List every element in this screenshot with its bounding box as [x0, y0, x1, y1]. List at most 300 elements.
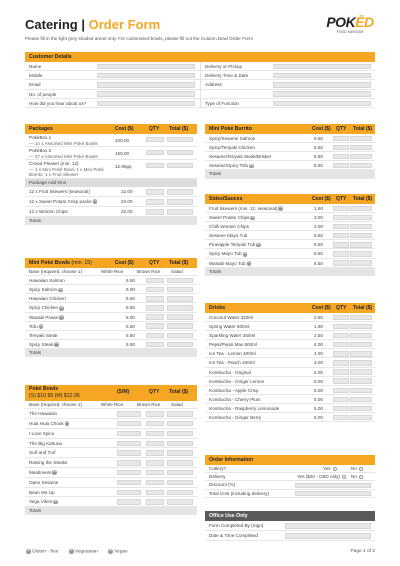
qty-input[interactable] — [146, 296, 164, 301]
qty-input[interactable] — [146, 411, 164, 416]
item-name: Hawaiian Chicken — [29, 296, 66, 302]
total-input[interactable] — [167, 480, 193, 485]
size-input[interactable] — [117, 460, 141, 465]
qty-input[interactable] — [333, 163, 349, 168]
total-input[interactable] — [167, 150, 193, 155]
item-name: Wasabi Mayo Tub — [209, 260, 246, 266]
package-cost: 150.00 — [115, 151, 130, 156]
delivery-yes-option[interactable]: Yes ($20 - CBD only) — [297, 473, 346, 481]
field-label: Delivery Time & Date — [205, 73, 249, 79]
side-row — [205, 240, 375, 249]
item-name: Spicy Steak — [29, 341, 54, 347]
total-input[interactable] — [167, 490, 193, 495]
discount-field[interactable] — [295, 483, 371, 488]
poked-logo: POKĒD FOOD KAROOM — [326, 14, 374, 34]
total-input[interactable] — [350, 163, 372, 168]
base-choice-row: Base (required, choose 1) White Rice Brown Rice Salad — [25, 268, 197, 276]
gluten-free-icon: GF — [256, 242, 261, 246]
item-name: Ice Tea - Lemon 400ml — [209, 351, 256, 357]
size-input[interactable] — [117, 470, 141, 475]
item-cost: 6.50 — [126, 278, 135, 284]
side-row — [205, 249, 375, 258]
delivery-row: Delivery Yes ($20 - CBD only) No — [205, 473, 375, 481]
item-cost: 5.00 — [314, 415, 323, 421]
item-cost: 6.00 — [126, 314, 135, 320]
total-input[interactable] — [167, 470, 193, 475]
qty-input[interactable] — [333, 251, 349, 256]
totals-row: Totals — [205, 268, 375, 276]
customer-input[interactable] — [273, 101, 371, 106]
customer-details-section — [25, 52, 375, 108]
item-name: Fruit Skewers (min. 12, seasonal) — [209, 206, 278, 211]
side-row — [205, 204, 375, 213]
total-input[interactable] — [350, 333, 372, 338]
item-name: Kombucha - Cherry Plum — [209, 396, 261, 402]
item-name: Raising the Steaks — [29, 460, 68, 466]
poke-bowl-row — [25, 478, 197, 488]
qty-input[interactable] — [333, 333, 349, 338]
total-input[interactable] — [167, 199, 193, 204]
drink-row — [205, 349, 375, 358]
total-input[interactable] — [167, 333, 193, 338]
poke-bowl-row — [25, 468, 197, 478]
customer-field-row — [201, 90, 375, 99]
base-option[interactable]: Salad — [171, 402, 183, 407]
item-cost: 5.50 — [126, 341, 135, 347]
drink-row — [205, 340, 375, 349]
addon-row — [25, 187, 197, 197]
item-name: Spicy Mayo Tub — [209, 251, 242, 257]
addon-name: 12 x Fruit Skewers (seasonal) — [29, 189, 90, 194]
qty-input[interactable] — [146, 333, 164, 338]
field-label: Delivery or Pickup — [205, 64, 243, 69]
total-input[interactable] — [167, 431, 193, 436]
qty-input[interactable] — [333, 406, 349, 411]
customer-input[interactable] — [97, 91, 195, 96]
total-input[interactable] — [167, 342, 193, 347]
mini-bowl-row — [25, 313, 197, 322]
radio-icon — [359, 467, 363, 471]
qty-input[interactable] — [146, 431, 164, 436]
field-label: Address — [205, 82, 222, 88]
mini-bowl-row — [25, 303, 197, 312]
qty-input[interactable] — [146, 199, 164, 204]
field-label: How did you hear about us? — [29, 100, 87, 106]
qty-input[interactable] — [333, 342, 349, 347]
qty-input[interactable] — [146, 163, 164, 168]
total-input[interactable] — [350, 415, 372, 420]
total-input[interactable] — [167, 287, 193, 292]
qty-input[interactable] — [333, 154, 349, 159]
side-row — [205, 213, 375, 222]
qty-input[interactable] — [333, 215, 349, 220]
qty-input[interactable] — [146, 305, 164, 310]
drink-row — [205, 404, 375, 413]
item-cost: 5.50 — [126, 332, 135, 338]
qty-input[interactable] — [146, 480, 164, 485]
customer-input[interactable] — [97, 82, 195, 87]
qty-input[interactable] — [146, 499, 164, 504]
qty-input[interactable] — [146, 189, 164, 194]
drink-row — [205, 358, 375, 367]
size-input[interactable] — [117, 421, 141, 426]
item-name: Pineapple Teriyaki Tub — [209, 242, 256, 248]
addon-cost: 22.00 — [121, 209, 133, 214]
qty-input[interactable] — [333, 378, 349, 383]
total-input[interactable] — [350, 378, 372, 383]
drink-row — [205, 377, 375, 386]
mini-bowl-row — [25, 276, 197, 285]
package-cost: 12.95pp — [115, 164, 132, 169]
total-cost-field[interactable] — [295, 491, 371, 496]
item-name: Surf and Turf — [29, 450, 56, 456]
gluten-free-icon: GF — [58, 287, 63, 291]
package-row — [25, 147, 197, 160]
total-input[interactable] — [350, 215, 372, 220]
item-cost: 6.50 — [314, 233, 323, 239]
customer-input[interactable] — [273, 73, 371, 78]
item-cost: 2.00 — [314, 224, 323, 230]
side-row — [205, 222, 375, 231]
qty-input[interactable] — [333, 242, 349, 247]
qty-input[interactable] — [146, 450, 164, 455]
qty-input[interactable] — [333, 315, 349, 320]
total-input[interactable] — [350, 342, 372, 347]
qty-input[interactable] — [146, 470, 164, 475]
customer-field-row — [201, 80, 375, 89]
totals-row: Totals — [25, 507, 197, 515]
item-cost: 5.00 — [314, 369, 323, 375]
customer-field-row — [201, 62, 375, 71]
vegetarian-icon: V — [70, 549, 73, 552]
item-cost: 4.00 — [314, 360, 323, 366]
size-input[interactable] — [117, 480, 141, 485]
qty-input[interactable] — [333, 224, 349, 229]
size-input[interactable] — [117, 499, 141, 504]
qty-input[interactable] — [333, 260, 349, 265]
item-cost: 5.00 — [314, 405, 323, 411]
size-input[interactable] — [117, 450, 141, 455]
item-name: Ice Tea - Peach 400ml — [209, 360, 255, 366]
customer-input[interactable] — [273, 64, 371, 69]
total-input[interactable] — [350, 233, 372, 238]
item-cost: 6.50 — [314, 242, 323, 248]
item-name: Spring Water 600ml — [209, 324, 250, 330]
item-cost: 1.90 — [314, 206, 323, 211]
poke-bowl-row — [25, 497, 197, 507]
total-input[interactable] — [167, 450, 193, 455]
cutlery-no-option[interactable]: No — [351, 465, 363, 473]
total-input[interactable] — [350, 224, 372, 229]
item-name: Sesame Mayo Tub — [209, 233, 248, 239]
drink-row — [205, 331, 375, 340]
customer-field-row — [25, 71, 200, 80]
item-name: Kombucha - Raspberry Lemonade — [209, 405, 280, 411]
gluten-free-icon: GF — [59, 305, 64, 309]
total-input[interactable] — [167, 163, 193, 168]
office-label: Form Completed By (Sign) — [209, 523, 264, 528]
total-input[interactable] — [350, 145, 372, 150]
gluten-free-icon: GF — [39, 324, 43, 328]
item-name: Vega Vibes — [29, 499, 53, 505]
customer-input[interactable] — [97, 73, 195, 78]
item-name: Spicy Salmon — [29, 287, 58, 293]
office-row — [205, 531, 375, 541]
poke-bowl-row — [25, 439, 197, 449]
item-cost: 5.50 — [314, 163, 323, 169]
item-name: Kombucha - Apple Crisp — [209, 387, 259, 393]
item-name: Hawaiian Salmon — [29, 278, 65, 284]
page-number: Page 1 of 2 — [350, 549, 375, 554]
office-input[interactable] — [285, 523, 371, 528]
total-input[interactable] — [350, 369, 372, 374]
total-input[interactable] — [167, 278, 193, 283]
qty-input[interactable] — [333, 351, 349, 356]
poke-bowl-row — [25, 458, 197, 468]
item-name: Chilli Wonton Chips — [209, 224, 250, 230]
item-cost: 3.00 — [314, 215, 323, 221]
page-header — [25, 14, 375, 50]
field-label: Mobile — [29, 73, 43, 79]
qty-input[interactable] — [146, 209, 164, 214]
item-cost: 6.50 — [314, 251, 323, 257]
package-description: — 14 x Assorted Mini Poké Bowls — [29, 140, 98, 146]
gluten-free-icon: GF — [65, 421, 69, 425]
section-header: Sides/Sauces Cost ($) QTY Total ($) — [205, 194, 375, 204]
drink-row — [205, 386, 375, 395]
section-header: Customer Details — [25, 52, 375, 62]
total-input[interactable] — [167, 137, 193, 142]
item-cost: 5.00 — [314, 378, 323, 384]
qty-input[interactable] — [146, 150, 164, 155]
size-input[interactable] — [117, 490, 141, 495]
qty-input[interactable] — [146, 314, 164, 319]
base-option[interactable]: Salad — [171, 269, 183, 274]
section-header: Mini Poké Burrito Cost ($) QTY Total ($) — [205, 124, 375, 134]
poke-bowls-section — [25, 385, 197, 515]
customer-field-row — [25, 99, 200, 108]
item-name: Open Sesame — [29, 479, 59, 485]
size-input[interactable] — [117, 411, 141, 416]
qty-input[interactable] — [146, 460, 164, 465]
item-cost: 5.50 — [314, 145, 323, 151]
total-input[interactable] — [350, 315, 372, 320]
total-cost-row: Total Cost (including delivery) — [205, 490, 375, 498]
item-name: Kombucha - Ginger Berry — [209, 415, 262, 421]
item-cost: 5.50 — [126, 305, 135, 311]
total-input[interactable] — [167, 460, 193, 465]
base-option[interactable]: Brown Rice — [137, 269, 161, 274]
total-input[interactable] — [350, 351, 372, 356]
customer-input[interactable] — [273, 91, 371, 96]
drink-row — [205, 322, 375, 331]
item-cost: 5.50 — [314, 136, 323, 141]
customer-field-row — [201, 71, 375, 80]
item-cost: 2.50 — [314, 333, 323, 339]
gluten-free-icon: GF — [26, 549, 31, 552]
qty-input[interactable] — [146, 278, 164, 283]
total-input[interactable] — [350, 136, 372, 141]
package-row — [25, 160, 197, 179]
delivery-no-option[interactable]: No — [351, 473, 363, 481]
office-input[interactable] — [285, 533, 371, 538]
total-input[interactable] — [167, 499, 193, 504]
total-input[interactable] — [167, 314, 193, 319]
total-input[interactable] — [350, 360, 372, 365]
package-name: Crowd Pleaser (min. 12) — [29, 161, 79, 166]
item-cost: 4.00 — [314, 342, 323, 348]
drinks-section — [205, 303, 375, 422]
total-input[interactable] — [167, 189, 193, 194]
total-input[interactable] — [350, 406, 372, 411]
sides-sauces-section — [205, 194, 375, 276]
gluten-free-icon: GF — [93, 199, 97, 203]
size-input[interactable] — [117, 431, 141, 436]
legend-vegan: VG Vegan — [108, 549, 128, 555]
item-cost: 5.00 — [314, 396, 323, 402]
total-input[interactable] — [167, 209, 193, 214]
mini-bowl-row — [25, 331, 197, 340]
qty-input[interactable] — [333, 388, 349, 393]
total-input[interactable] — [167, 441, 193, 446]
item-name: Wasabi Prawn — [29, 314, 59, 320]
qty-input[interactable] — [333, 369, 349, 374]
total-input[interactable] — [350, 388, 372, 393]
radio-icon — [333, 467, 337, 471]
qty-input[interactable] — [333, 233, 349, 238]
qty-input[interactable] — [333, 136, 349, 141]
total-input[interactable] — [350, 251, 372, 256]
item-name: Kombucha - Original — [209, 369, 251, 375]
burrito-row — [205, 134, 375, 143]
addons-label: Package Add-Ons — [25, 179, 197, 187]
vegan-icon: VG — [108, 549, 113, 552]
package-cost: 100.00 — [115, 138, 130, 143]
total-input[interactable] — [350, 154, 372, 159]
addon-name: 12 x Sweet Potato Crisp packs — [29, 199, 92, 204]
order-information-section — [205, 455, 375, 498]
item-name: Hula Hula Chook — [29, 420, 64, 426]
item-cost: 1.90 — [314, 324, 323, 330]
drink-row — [205, 395, 375, 404]
addon-cost: 22.00 — [121, 199, 133, 204]
base-option[interactable]: White Rice — [101, 269, 124, 274]
radio-icon — [359, 475, 363, 479]
poke-bowl-row — [25, 409, 197, 419]
section-header: Office Use Only — [205, 511, 375, 521]
drink-row — [205, 313, 375, 322]
qty-input[interactable] — [146, 323, 164, 328]
gluten-free-icon: GF — [247, 261, 251, 265]
cutlery-yes-option[interactable]: Yes — [323, 465, 337, 473]
qty-input[interactable] — [333, 360, 349, 365]
base-option[interactable]: Brown Rice — [137, 402, 161, 407]
qty-input[interactable] — [146, 490, 164, 495]
item-name: Sparkling Water 250ml — [209, 333, 256, 339]
page-title: Catering | Order Form — [25, 17, 161, 32]
base-option[interactable]: White Rice — [101, 402, 124, 407]
section-header: Drinks Cost ($) QTY Total ($) — [205, 303, 375, 313]
customer-field-row — [25, 62, 200, 71]
item-cost: 4.00 — [314, 351, 323, 357]
total-input[interactable] — [167, 323, 193, 328]
field-label: No. of people — [29, 91, 57, 97]
total-input[interactable] — [167, 296, 193, 301]
gluten-free-icon: GF — [243, 251, 247, 255]
addon-name: 12 x Wonton Chips — [29, 209, 68, 214]
customer-input[interactable] — [97, 101, 195, 106]
total-input[interactable] — [350, 397, 372, 402]
qty-input[interactable] — [333, 324, 349, 329]
item-name: Pepsi/Pepsi Max 600ml — [209, 342, 258, 348]
size-input[interactable] — [117, 441, 141, 446]
item-cost: 5.50 — [314, 154, 323, 160]
burrito-row — [205, 152, 375, 161]
cutlery-row: Cutlery? Yes No — [205, 465, 375, 473]
office-row — [205, 521, 375, 531]
qty-input[interactable] — [146, 287, 164, 292]
discount-row: Discount (%) — [205, 481, 375, 489]
section-header: Poké Bowls (S) $10.95 (M) $12.95 (S/M) QTY Total ($) — [25, 385, 197, 401]
item-cost: 2.50 — [314, 315, 323, 320]
qty-input[interactable] — [146, 342, 164, 347]
addon-cost: 22.00 — [121, 189, 133, 194]
total-input[interactable] — [167, 305, 193, 310]
mini-bowl-row — [25, 340, 197, 349]
item-cost: 6.00 — [126, 287, 135, 293]
customer-field-row — [25, 90, 200, 99]
mini-bowl-row — [25, 322, 197, 331]
qty-input[interactable] — [146, 421, 164, 426]
qty-input[interactable] — [333, 415, 349, 420]
field-label: Email — [29, 82, 41, 88]
qty-input[interactable] — [146, 441, 164, 446]
customer-input[interactable] — [273, 82, 371, 87]
total-input[interactable] — [350, 242, 372, 247]
section-header: Order Information — [205, 455, 375, 465]
qty-input[interactable] — [333, 206, 349, 211]
office-label: Date & Time Completed — [209, 533, 258, 538]
mini-poke-burrito-section — [205, 124, 375, 179]
side-row — [205, 231, 375, 240]
total-input[interactable] — [350, 206, 372, 211]
item-name: Sesame/Spicy Tofu — [209, 163, 249, 169]
qty-input[interactable] — [333, 145, 349, 150]
total-input[interactable] — [350, 324, 372, 329]
total-input[interactable] — [167, 421, 193, 426]
burrito-row — [205, 143, 375, 152]
addon-row — [25, 197, 197, 207]
package-description: — 1 x Mini Poké Bowl, 1 x Mini Poké Burrito, 1 x Fruit Skewer — [29, 166, 104, 178]
item-name: Spicy/Teriyaki Chicken — [209, 145, 255, 151]
package-name: PokéBox 1 — [29, 135, 52, 140]
item-name: Coconut Water 320ml — [209, 315, 254, 320]
total-input[interactable] — [350, 260, 372, 265]
qty-input[interactable] — [333, 397, 349, 402]
qty-input[interactable] — [146, 137, 164, 142]
total-input[interactable] — [167, 411, 193, 416]
item-name: Spicy Chicken — [29, 305, 59, 311]
item-name: Bean Me Up — [29, 489, 55, 495]
item-name: Kombucha - Ginger Lemon — [209, 378, 265, 384]
instructions-text: Please fill in the light grey shaded areas only. For customised bowls, please fill out the Custom Bowl Order Form — [25, 36, 253, 41]
item-name: Sesame/Teriyaki Steak/Brisket — [209, 154, 272, 160]
gluten-free-icon: GF — [59, 315, 64, 319]
gluten-free-icon: GF — [278, 206, 283, 210]
package-description: — 27 x Assorted Mini Poké Bowls — [29, 153, 98, 159]
customer-input[interactable] — [97, 64, 195, 69]
page-footer — [25, 549, 375, 557]
